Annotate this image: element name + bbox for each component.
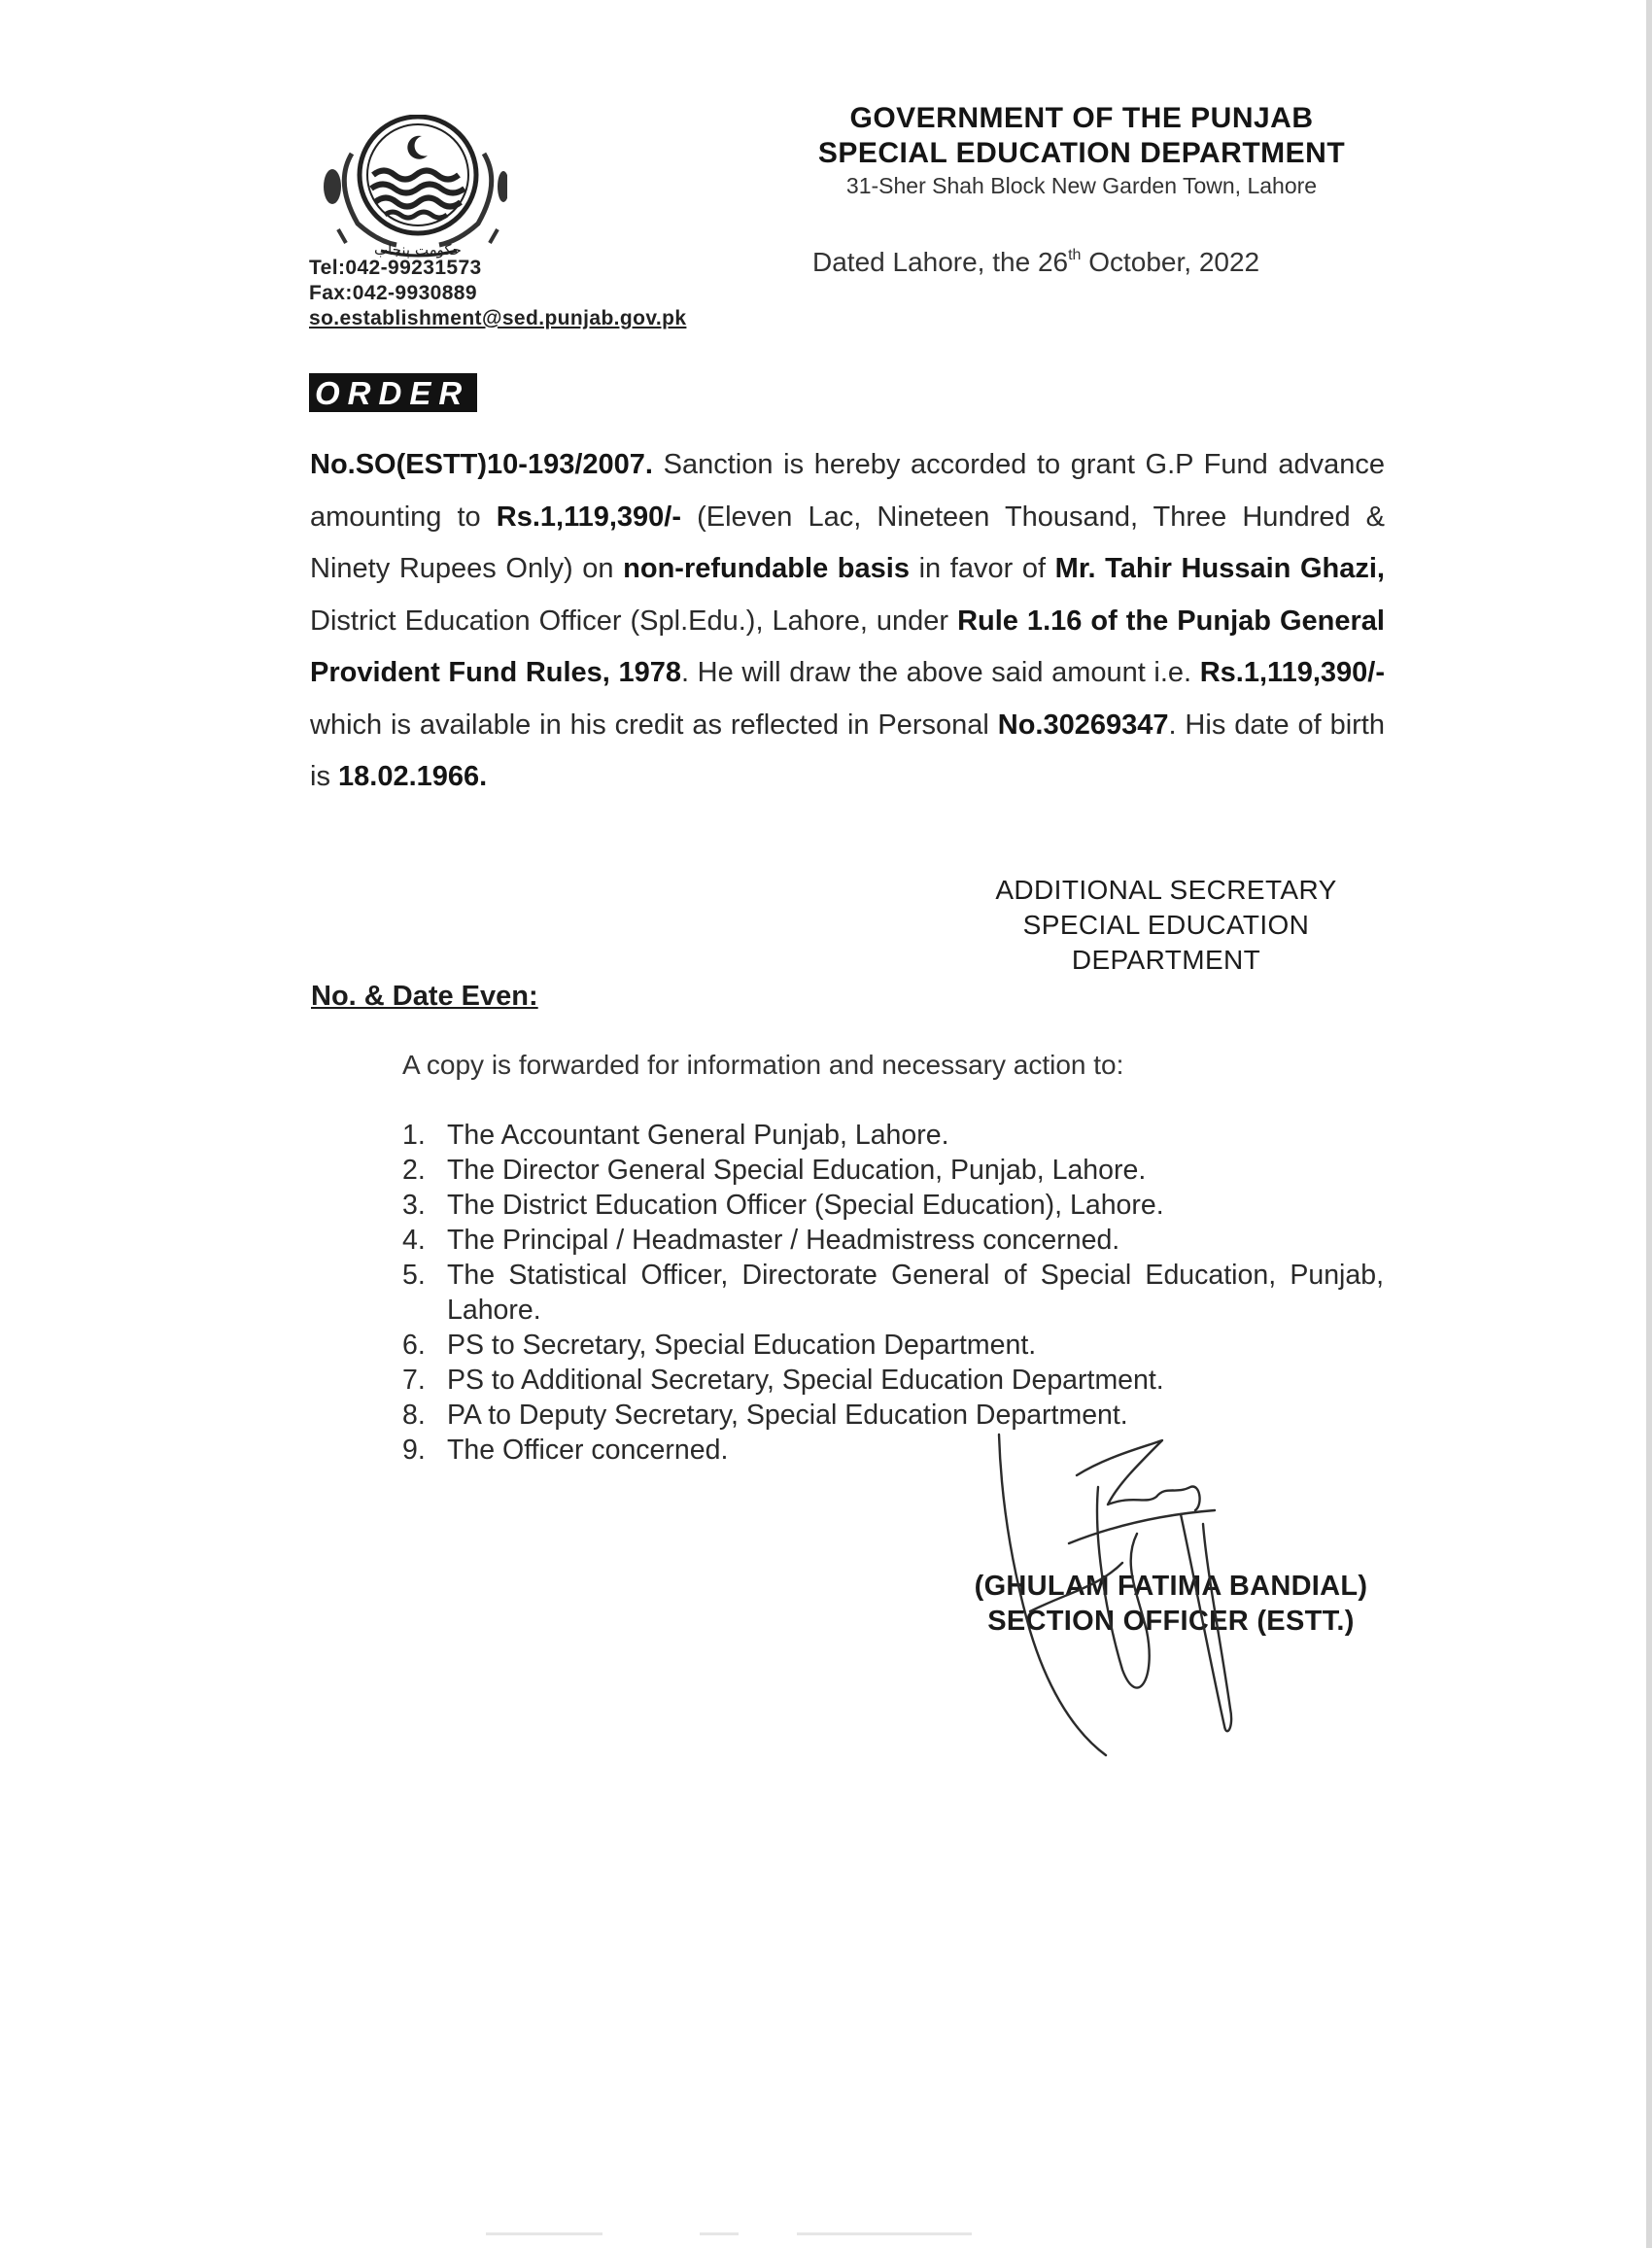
list-item-text: The Accountant General Punjab, Lahore. [447,1120,949,1151]
header-department-title: SPECIAL EDUCATION DEPARTMENT [817,137,1346,169]
scan-artifact [486,2231,991,2238]
signatory-name: (GHULAM FATIMA BANDIAL) [974,1571,1368,1602]
signature-block-line-1: ADDITIONAL SECRETARY [995,875,1337,905]
list-item-number: 2. [402,1155,426,1186]
list-item-number: 3. [402,1190,426,1221]
list-item-text: The Officer concerned. [447,1435,729,1466]
body-text-6: which is available in his credit as reflected in Personal [310,709,998,741]
list-item [402,1188,1384,1223]
body-text-2: (Eleven Lac, Nineteen Thousand, Three Hundred & Ninety Rupees Only) on [310,501,1386,584]
signatory-designation: SECTION OFFICER (ESTT.) [987,1606,1355,1637]
order-title: ORDER [309,373,477,412]
refund-basis: non-refundable basis [623,553,910,584]
copy-recipient-list [402,1118,1384,1468]
advance-amount-repeat: Rs.1,119,390/- [1199,657,1385,688]
punjab-government-seal-icon [313,115,507,268]
header-address: 31-Sher Shah Block New Garden Town, Lahore [845,173,1318,198]
contact-details [309,256,686,331]
contact-tel: Tel:042-99231573 [309,257,482,279]
advance-amount: Rs.1,119,390/- [496,501,682,533]
dated-prefix: Dated Lahore, the 26 [812,247,1069,277]
signature-block-line-3: DEPARTMENT [1071,945,1261,975]
list-item-number: 5. [402,1260,426,1291]
list-item-text: PA to Deputy Secretary, Special Education Department. [447,1400,1128,1431]
handwritten-signature [952,1417,1273,1767]
list-item-number: 6. [402,1330,426,1361]
additional-secretary-block [962,873,1370,978]
page-edge-shadow [1646,0,1652,2248]
dated-line [812,247,1259,278]
list-item-text: The Principal / Headmaster / Headmistress concerned. [447,1225,1120,1256]
dated-day-suffix: th [1068,247,1082,263]
body-text-7: . His date of birth is [310,709,1385,792]
body-text-4: District Education Officer (Spl.Edu.), Lahore, under [310,605,958,637]
no-date-even-heading: No. & Date Even: [311,981,538,1012]
personal-number: No.30269347 [997,709,1169,741]
list-item-text: The District Education Officer (Special Education), Lahore. [447,1190,1164,1221]
government-header [805,101,1359,200]
date-of-birth: 18.02.1966. [338,761,488,792]
signature-block-line-2: SPECIAL EDUCATION [1022,910,1310,940]
contact-fax: Fax:042-9930889 [309,282,477,304]
list-item-text: PS to Secretary, Special Education Department. [447,1330,1037,1361]
order-body [310,439,1385,804]
contact-email-link[interactable]: so.establishment@sed.punjab.gov.pk [309,307,687,329]
dated-rest: October, 2022 [1081,247,1260,277]
list-item [402,1258,1384,1328]
list-item-text: The Statistical Officer, Directorate General of Special Education, Punjab, Lahore. [447,1260,1384,1326]
list-item [402,1328,1384,1363]
list-item-number: 1. [402,1120,426,1151]
body-text-5: . He will draw the above said amount i.e. [681,657,1200,688]
header-government-title: GOVERNMENT OF THE PUNJAB [849,102,1314,134]
list-item-number: 4. [402,1225,426,1256]
rule-reference: Rule 1.16 of the Punjab General Provident Fund Rules, 1978 [310,605,1385,688]
list-item [402,1363,1384,1398]
list-item [402,1153,1384,1188]
officer-name: Mr. Tahir Hussain Ghazi, [1054,553,1385,584]
body-text-1: Sanction is hereby accorded to grant G.P Fund advance amounting to [310,449,1385,533]
list-item [402,1118,1384,1153]
body-text-3: in favor of [909,553,1055,584]
list-item-text: The Director General Special Education, Punjab, Lahore. [447,1155,1147,1186]
list-item-number: 7. [402,1365,426,1396]
seal-emblem-text: حکومت پنجاب [374,241,462,259]
copy-forwarded-intro: A copy is forwarded for information and necessary action to: [402,1050,1124,1080]
list-item [402,1223,1384,1258]
list-item-number: 8. [402,1400,426,1431]
list-item-number: 9. [402,1435,426,1466]
order-reference-number: No.SO(ESTT)10-193/2007. [310,449,653,480]
list-item-text: PS to Additional Secretary, Special Education Department. [447,1365,1164,1396]
